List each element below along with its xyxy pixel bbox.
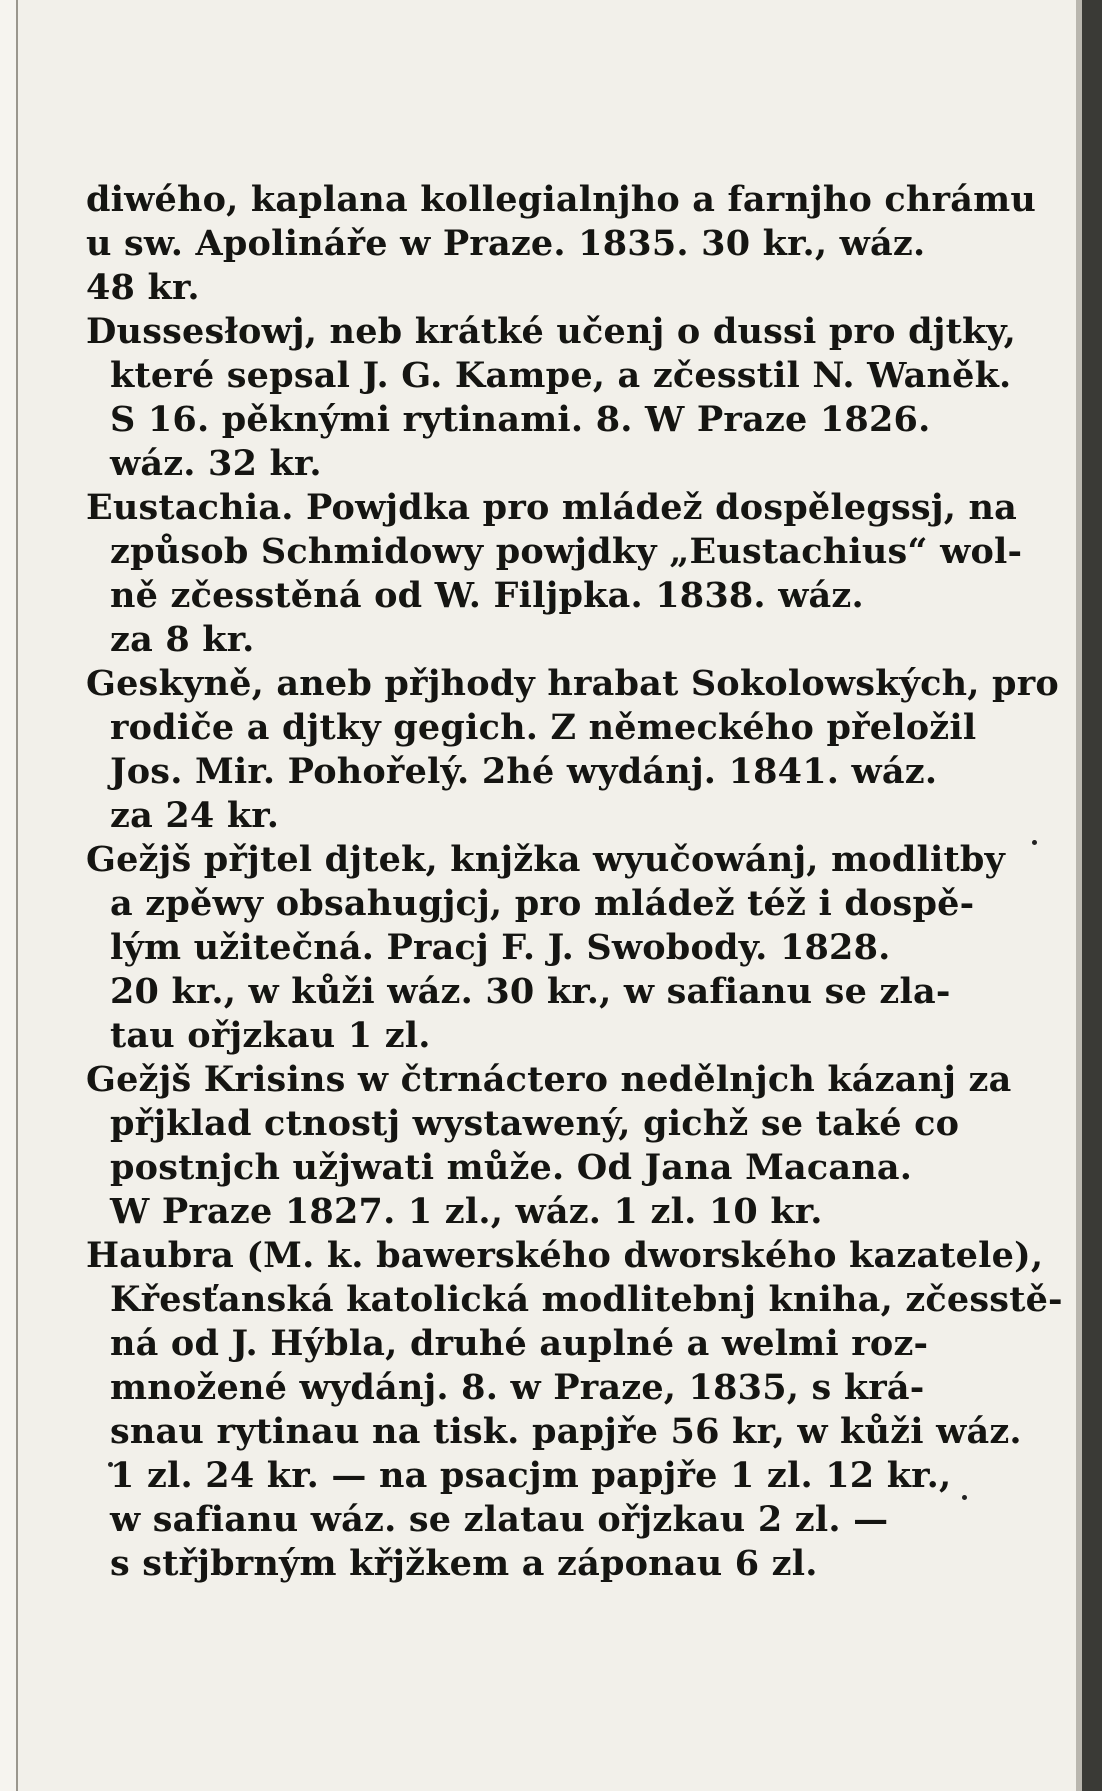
- text-line: přjklad ctnostj wystawený, gichž se také co: [110, 1103, 960, 1144]
- ink-speck: [1032, 840, 1037, 845]
- text-line: za 8 kr.: [110, 619, 255, 660]
- text-line: postnjch užjwati může. Od Jana Macana.: [110, 1147, 913, 1188]
- left-page-edge: [0, 0, 18, 1791]
- text-line: lým užitečná. Pracj F. J. Swobody. 1828.: [110, 927, 891, 968]
- text-line: Haubra (M. k. bawerského dworského kazatele),: [86, 1235, 1044, 1276]
- text-line: ná od J. Hýbla, druhé auplné a welmi roz-: [110, 1323, 929, 1364]
- text-line: množené wydánj. 8. w Praze, 1835, s krá-: [110, 1367, 925, 1408]
- text-line: za 24 kr.: [110, 795, 280, 836]
- text-line: W Praze 1827. 1 zl., wáz. 1 zl. 10 kr.: [110, 1191, 823, 1232]
- ink-speck: [962, 1495, 967, 1500]
- text-line: ně zčesstěná od W. Filjpka. 1838. wáz.: [110, 575, 864, 616]
- right-page-edge: [1082, 0, 1102, 1791]
- text-line: 48 kr.: [86, 267, 200, 308]
- text-line: Gežjš Krisins w čtrnáctero nedělnjch kázanj za: [86, 1059, 1012, 1100]
- text-line: w safianu wáz. se zlatau ořjzkau 2 zl. —: [110, 1499, 889, 1540]
- text-line: rodiče a djtky gegich. Z německého přeložil: [110, 707, 977, 748]
- text-line: Křesťanská katolická modlitebnj kniha, zčesstě-: [110, 1279, 1063, 1320]
- text-line: tau ořjzkau 1 zl.: [110, 1015, 431, 1056]
- text-line: způsob Schmidowy powjdky „Eustachius“ wol-: [110, 531, 1023, 572]
- text-line: s střjbrným křjžkem a záponau 6 zl.: [110, 1543, 818, 1584]
- text-block: [86, 178, 1063, 1586]
- text-line: u sw. Apolináře w Praze. 1835. 30 kr., wáz.: [86, 223, 926, 264]
- text-line: Dussesłowj, neb krátké učenj o dussi pro djtky,: [86, 311, 1016, 352]
- text-line: Gežjš přjtel djtek, knjžka wyučowánj, modlitby: [86, 839, 1006, 880]
- text-line: Eustachia. Powjdka pro mládež dospělegssj, na: [86, 487, 1017, 528]
- text-line: a zpěwy obsahugjcj, pro mládež též i dospě-: [110, 883, 975, 924]
- text-line: diwého, kaplana kollegialnjho a farnjho chrámu: [86, 179, 1036, 220]
- text-line: Jos. Mir. Pohořelý. 2hé wydánj. 1841. wáz.: [110, 751, 938, 792]
- text-line: S 16. pěknými rytinami. 8. W Praze 1826.: [110, 399, 931, 440]
- text-line: wáz. 32 kr.: [110, 443, 322, 484]
- text-line: které sepsal J. G. Kampe, a zčesstil N. Waněk.: [110, 355, 1012, 396]
- text-line: snau rytinau na tisk. papjře 56 kr, w kůži wáz.: [110, 1411, 1022, 1452]
- text-line: 20 kr., w kůži wáz. 30 kr., w safianu se zla-: [110, 971, 951, 1012]
- text-line: 1 zl. 24 kr. — na psacjm papjře 1 zl. 12 kr.,: [110, 1455, 952, 1496]
- text-line: Geskyně, aneb přjhody hrabat Sokolowských, pro: [86, 663, 1059, 704]
